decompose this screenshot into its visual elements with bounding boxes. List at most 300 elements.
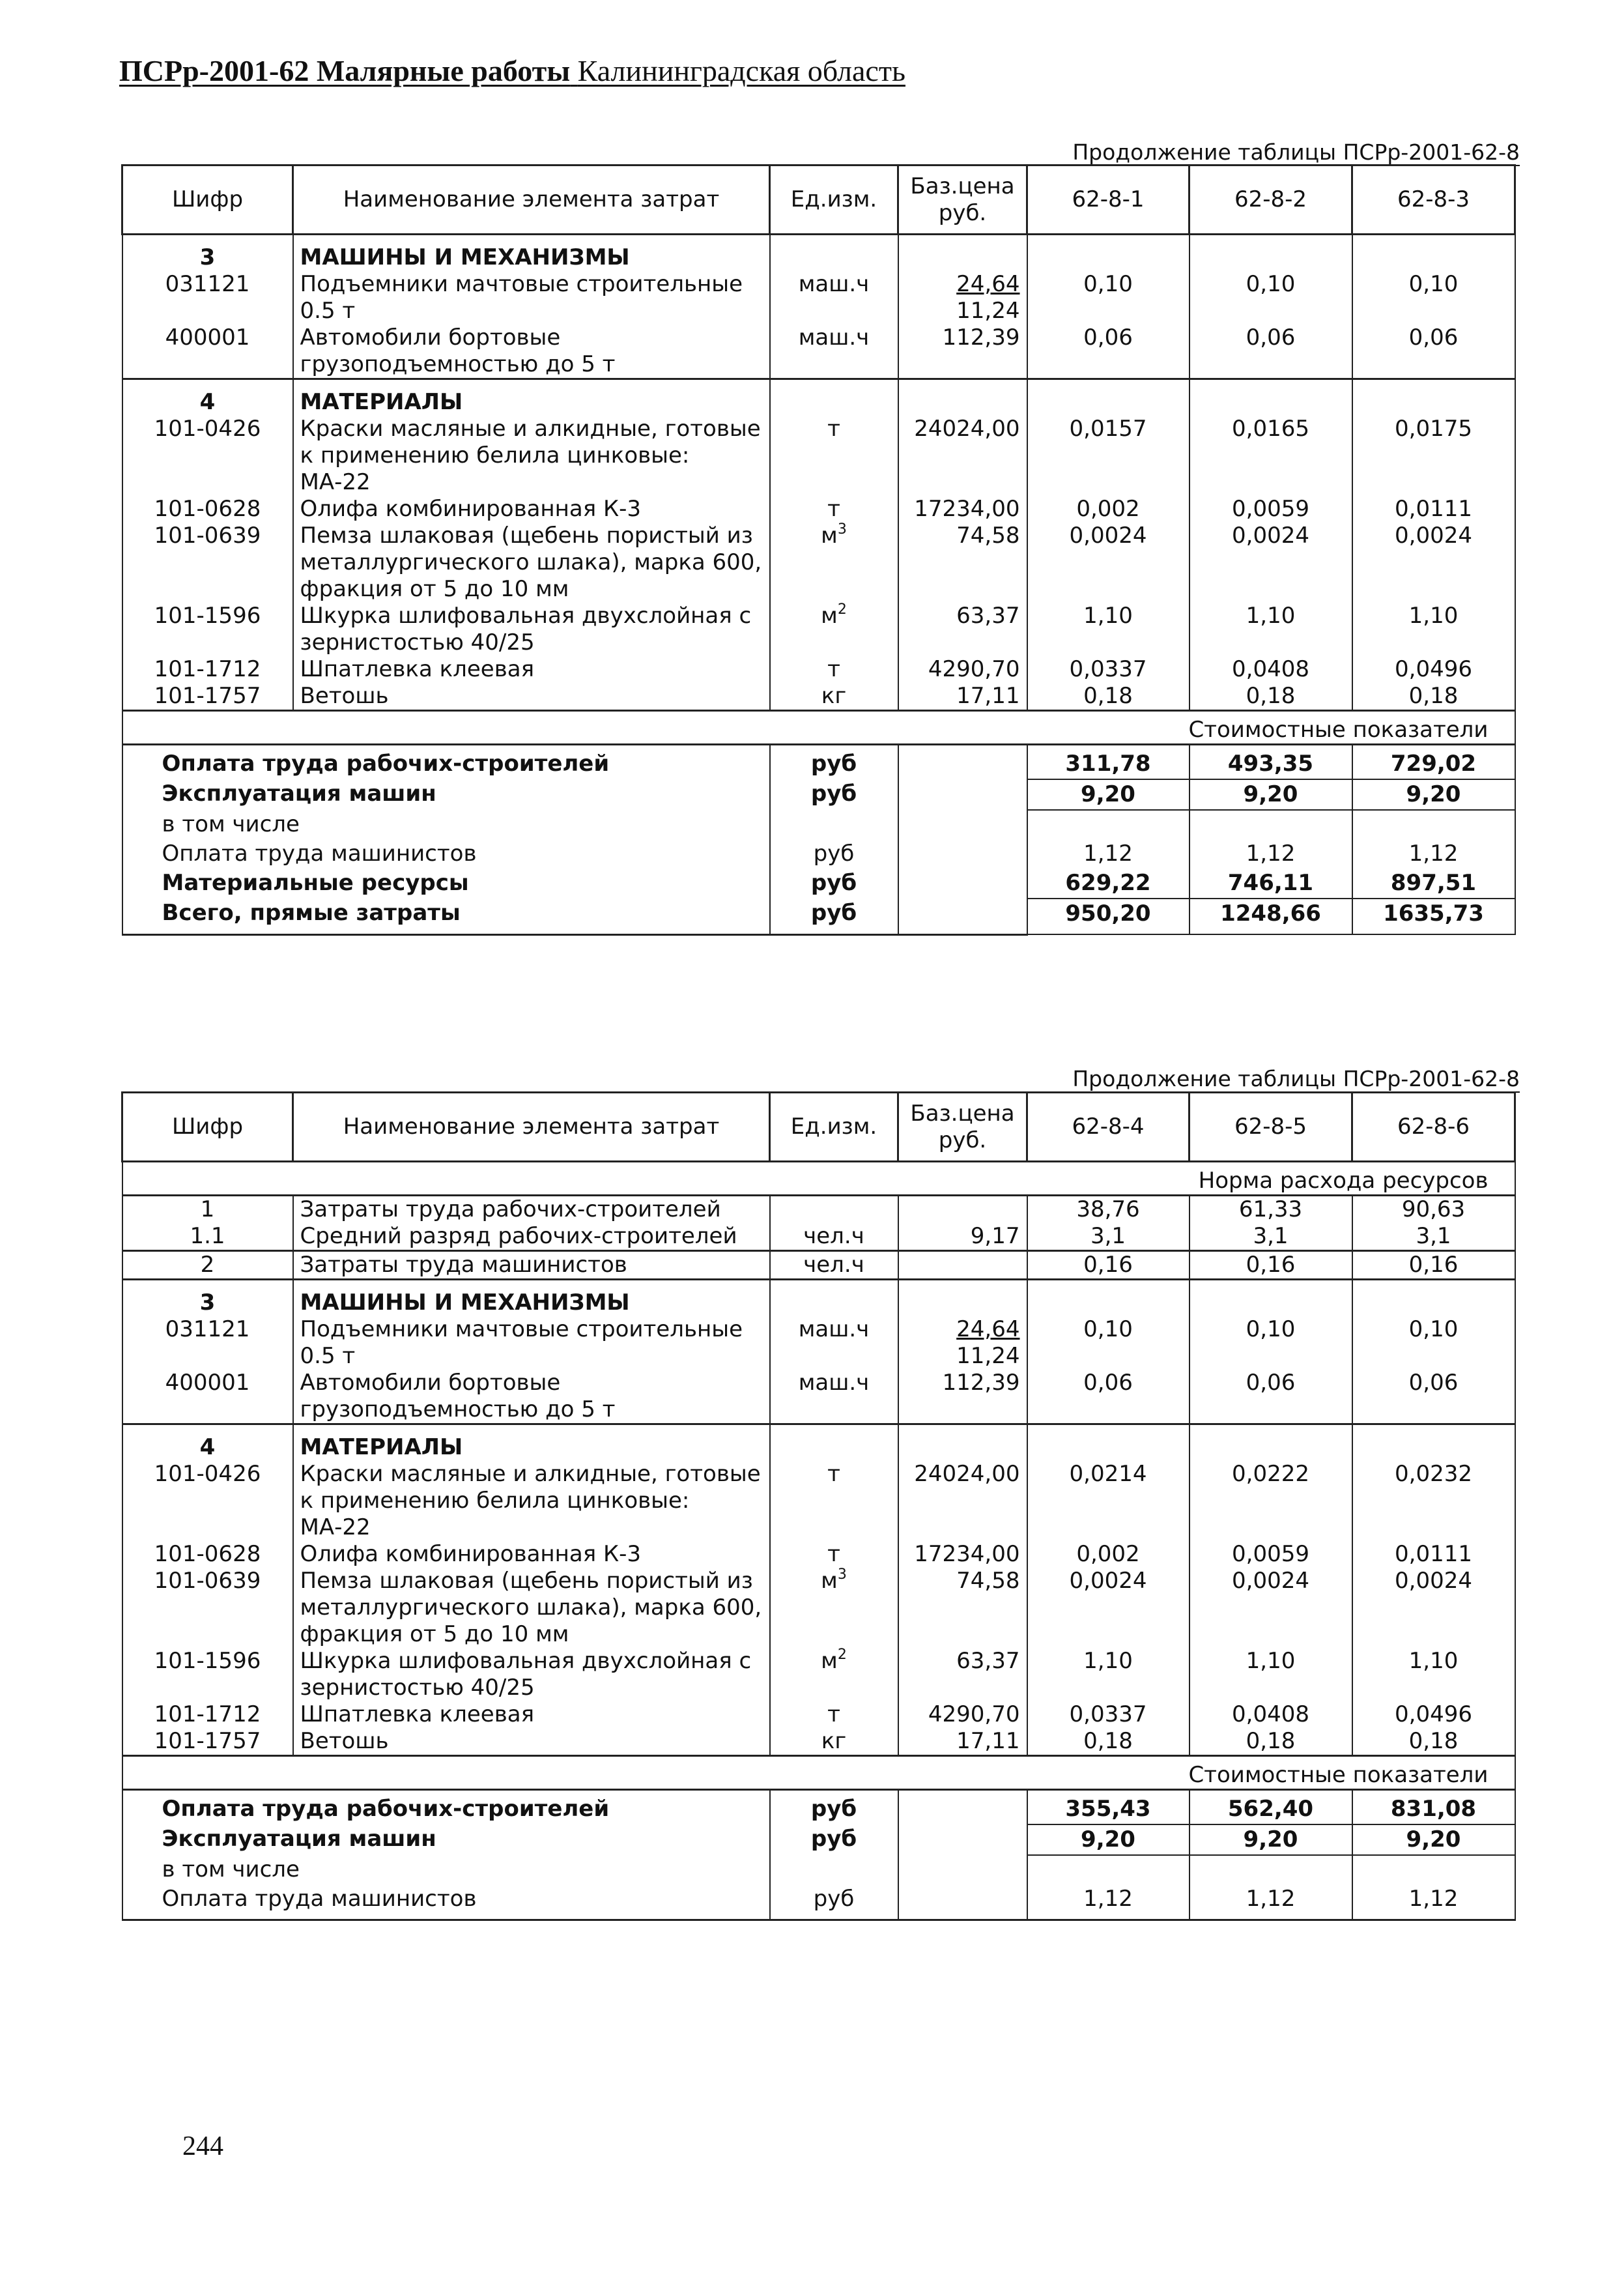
section-row: [122, 1280, 1515, 1317]
cipher-cell: 1.1: [122, 1223, 293, 1251]
cost-band-label: Стоимостные показатели: [122, 1756, 1515, 1790]
empty-cell: [1190, 1280, 1352, 1317]
table2: [121, 1091, 1516, 1921]
value-cell: 0,06: [1352, 1370, 1515, 1424]
base-price-cell: 17,11: [898, 683, 1027, 711]
total-unit: руб: [770, 899, 898, 934]
section-row: [122, 379, 1515, 416]
cipher-cell: 400001: [122, 324, 293, 379]
empty-cell: [1352, 379, 1515, 416]
table-row: [122, 656, 1515, 683]
table-row: [122, 1728, 1515, 1756]
value-cell: 0,0111: [1352, 496, 1515, 523]
total-value: 746,11: [1190, 869, 1352, 899]
value-cell: 0,06: [1190, 324, 1352, 379]
base-price-cell: 17,11: [898, 1728, 1027, 1756]
cipher-cell: 101-1596: [122, 1648, 293, 1701]
value-cell: 0,0024: [1027, 523, 1190, 603]
cipher-cell: 2: [122, 1251, 293, 1280]
total-value: 1,12: [1027, 1884, 1190, 1920]
empty-cell: [898, 1424, 1027, 1462]
unit-text: маш.ч: [798, 1316, 870, 1342]
empty-cell: [898, 1855, 1027, 1884]
total-value: [1190, 1855, 1352, 1884]
table1-caption-text: Продолжение таблицы ПСРр-2001-62-8: [1072, 139, 1520, 165]
total-label: в том числе: [122, 1855, 770, 1884]
total-value: 1,12: [1352, 839, 1515, 869]
unit-text: т: [827, 1461, 840, 1487]
unit-cell: [770, 1196, 898, 1224]
cipher-cell: 101-0628: [122, 1541, 293, 1568]
total-row: [122, 899, 1515, 934]
col-cipher-header: Шифр: [122, 166, 293, 235]
table-row: [122, 416, 1515, 496]
unit-text: м: [821, 523, 838, 549]
value-cell: 1,10: [1190, 1648, 1352, 1701]
value-cell: 0,0232: [1352, 1461, 1515, 1541]
region-name: Калининградская область: [577, 54, 905, 87]
empty-cell: [770, 1280, 898, 1317]
empty-cell: [898, 1824, 1027, 1855]
table-row: [122, 1541, 1515, 1568]
total-unit: руб: [770, 869, 898, 899]
value-cell: 1,10: [1027, 603, 1190, 656]
total-value: 1,12: [1352, 1884, 1515, 1920]
total-unit: руб: [770, 839, 898, 869]
cipher-cell: 101-0628: [122, 496, 293, 523]
unit-exponent: 2: [837, 1648, 847, 1663]
col-base-price-header: Баз.цена руб.: [898, 1093, 1027, 1162]
value-cell: 0,18: [1352, 1728, 1515, 1756]
total-row: [122, 869, 1515, 899]
cipher-cell: 101-1712: [122, 656, 293, 683]
name-cell: Шкурка шлифовальная двухслойная с зернистостью 40/25: [293, 603, 770, 656]
total-value: 9,20: [1027, 779, 1190, 810]
unit-cell: [770, 603, 898, 656]
empty-cell: [1027, 235, 1190, 272]
unit-cell: [770, 324, 898, 379]
value-cell: 3,1: [1027, 1223, 1190, 1251]
empty-cell: [770, 235, 898, 272]
col-code-header: 62-8-6: [1352, 1093, 1515, 1162]
cost-band: [122, 1756, 1515, 1790]
total-value: 1,12: [1027, 839, 1190, 869]
total-label: Оплата труда машинистов: [122, 1884, 770, 1920]
empty-cell: [898, 1280, 1027, 1317]
col-cipher-header: Шифр: [122, 1093, 293, 1162]
empty-cell: [898, 235, 1027, 272]
unit-cell: [770, 1316, 898, 1370]
total-unit: руб: [770, 1790, 898, 1825]
total-value: 9,20: [1190, 779, 1352, 810]
col-code-header: 62-8-4: [1027, 1093, 1190, 1162]
unit-text: м: [821, 1648, 838, 1674]
section-title: МАШИНЫ И МЕХАНИЗМЫ: [293, 235, 770, 272]
value-cell: 0,0496: [1352, 656, 1515, 683]
value-cell: 0,0496: [1352, 1701, 1515, 1728]
section-title: МАТЕРИАЛЫ: [293, 379, 770, 416]
table-row: [122, 683, 1515, 711]
name-cell: Краски масляные и алкидные, готовые к применению белила цинковые: МА-22: [293, 416, 770, 496]
value-cell: 1,10: [1352, 1648, 1515, 1701]
total-label: Оплата труда рабочих-строителей: [122, 1790, 770, 1825]
empty-cell: [770, 379, 898, 416]
unit-cell: [770, 656, 898, 683]
unit-text: кг: [821, 1728, 847, 1754]
cipher-cell: 101-1596: [122, 603, 293, 656]
empty-cell: [898, 899, 1027, 934]
name-cell: Шпатлевка клеевая: [293, 1701, 770, 1728]
total-value: 897,51: [1352, 869, 1515, 899]
cipher-cell: 031121: [122, 271, 293, 324]
cipher-cell: 101-0426: [122, 416, 293, 496]
total-label: Эксплуатация машин: [122, 1824, 770, 1855]
value-cell: 0,0111: [1352, 1541, 1515, 1568]
unit-cell: [770, 1701, 898, 1728]
name-cell: Олифа комбинированная К-3: [293, 496, 770, 523]
value-cell: 0,16: [1352, 1251, 1515, 1280]
total-unit: [770, 810, 898, 839]
cipher-cell: 101-1712: [122, 1701, 293, 1728]
norm-band-label: Норма расхода ресурсов: [122, 1162, 1515, 1196]
unit-cell: [770, 1541, 898, 1568]
table-row: [122, 523, 1515, 603]
total-value: 355,43: [1027, 1790, 1190, 1825]
base-price-cell: 4290,70: [898, 656, 1027, 683]
total-label: Оплата труда машинистов: [122, 839, 770, 869]
name-cell: Ветошь: [293, 683, 770, 711]
cipher-cell: 101-0639: [122, 523, 293, 603]
empty-cell: [898, 745, 1027, 780]
value-cell: 0,10: [1352, 1316, 1515, 1370]
section-number: 3: [122, 235, 293, 272]
value-cell: 0,0024: [1352, 523, 1515, 603]
empty-cell: [898, 1884, 1027, 1920]
name-cell: Пемза шлаковая (щебень пористый из металлургического шлака), марка 600, фракция от 5 до 10 мм: [293, 1568, 770, 1648]
table-row: [122, 1196, 1515, 1224]
unit-text: т: [827, 1701, 840, 1727]
unit-cell: [770, 1728, 898, 1756]
total-value: 9,20: [1352, 1824, 1515, 1855]
value-cell: 0,002: [1027, 1541, 1190, 1568]
value-cell: 0,0214: [1027, 1461, 1190, 1541]
value-cell: 0,18: [1027, 683, 1190, 711]
unit-cell: [770, 1251, 898, 1280]
table-row: [122, 324, 1515, 379]
total-unit: руб: [770, 1824, 898, 1855]
total-value: 9,20: [1027, 1824, 1190, 1855]
unit-cell: [770, 523, 898, 603]
total-row: [122, 1884, 1515, 1920]
base-price-cell: 9,17: [898, 1223, 1027, 1251]
value-cell: 0,06: [1352, 324, 1515, 379]
table-row: [122, 1568, 1515, 1648]
base-price-cell: 24024,00: [898, 416, 1027, 496]
name-cell: Затраты труда машинистов: [293, 1251, 770, 1280]
empty-cell: [1190, 235, 1352, 272]
base-price-cell: 17234,00: [898, 496, 1027, 523]
unit-cell: [770, 1568, 898, 1648]
name-cell: Подъемники мачтовые строительные 0.5 т: [293, 1316, 770, 1370]
total-label: Эксплуатация машин: [122, 779, 770, 810]
col-base-price-header: Баз.цена руб.: [898, 166, 1027, 235]
table1-caption: [1072, 139, 1520, 165]
total-value: 629,22: [1027, 869, 1190, 899]
col-name-header: Наименование элемента затрат: [293, 1093, 770, 1162]
value-cell: 0,0157: [1027, 416, 1190, 496]
base-price-cell: 17234,00: [898, 1541, 1027, 1568]
total-unit: [770, 1855, 898, 1884]
unit-cell: [770, 1461, 898, 1541]
value-cell: 0,0337: [1027, 1701, 1190, 1728]
name-cell: Олифа комбинированная К-3: [293, 1541, 770, 1568]
cipher-cell: 1: [122, 1196, 293, 1224]
value-cell: 0,10: [1190, 1316, 1352, 1370]
norm-band: [122, 1162, 1515, 1196]
empty-cell: [1027, 1280, 1190, 1317]
value-cell: 0,18: [1352, 683, 1515, 711]
unit-text: т: [827, 496, 840, 522]
value-cell: 0,10: [1027, 1316, 1190, 1370]
base-price-cell: 74,58: [898, 1568, 1027, 1648]
base-price-cell: 63,37: [898, 603, 1027, 656]
empty-cell: [1352, 235, 1515, 272]
value-cell: 61,33: [1190, 1196, 1352, 1224]
value-cell: 0,0408: [1190, 656, 1352, 683]
table-row: [122, 1461, 1515, 1541]
col-unit-header: Ед.изм.: [770, 166, 898, 235]
value-cell: 0,10: [1190, 271, 1352, 324]
base-price-cell: 24024,00: [898, 1461, 1027, 1541]
unit-text: т: [827, 1541, 840, 1567]
total-unit: руб: [770, 1884, 898, 1920]
total-row: [122, 1790, 1515, 1825]
base-price-top: 24,64: [956, 1316, 1020, 1342]
empty-cell: [898, 839, 1027, 869]
value-cell: 0,18: [1027, 1728, 1190, 1756]
value-cell: 0,0175: [1352, 416, 1515, 496]
unit-text: т: [827, 656, 840, 682]
value-cell: 0,0408: [1190, 1701, 1352, 1728]
name-cell: Краски масляные и алкидные, готовые к применению белила цинковые: МА-22: [293, 1461, 770, 1541]
page-header: [119, 53, 905, 88]
total-row: [122, 1855, 1515, 1884]
total-row: [122, 779, 1515, 810]
section-number: 3: [122, 1280, 293, 1317]
unit-text: маш.ч: [798, 324, 870, 351]
total-value: [1027, 810, 1190, 839]
unit-text: м: [821, 1568, 838, 1594]
unit-cell: [770, 683, 898, 711]
value-cell: 3,1: [1352, 1223, 1515, 1251]
table1: [121, 164, 1516, 936]
table-row: [122, 496, 1515, 523]
name-cell: Затраты труда рабочих-строителей: [293, 1196, 770, 1224]
total-unit: руб: [770, 779, 898, 810]
total-value: 562,40: [1190, 1790, 1352, 1825]
section-row: [122, 1424, 1515, 1462]
total-value: 1,12: [1190, 839, 1352, 869]
value-cell: 0,0024: [1190, 523, 1352, 603]
col-code-header: 62-8-3: [1352, 166, 1515, 235]
section-number: 4: [122, 1424, 293, 1462]
empty-cell: [898, 810, 1027, 839]
empty-cell: [1190, 379, 1352, 416]
cipher-cell: 031121: [122, 1316, 293, 1370]
base-price-cell: [898, 1251, 1027, 1280]
name-cell: Автомобили бортовые грузоподъемностью до 5 т: [293, 324, 770, 379]
unit-cell: [770, 416, 898, 496]
unit-text: кг: [821, 683, 847, 709]
empty-cell: [898, 1790, 1027, 1825]
table1-body: [122, 235, 1515, 935]
collection-code: ПСРр-2001-62 Малярные работы: [119, 54, 571, 87]
base-price-cell: 4290,70: [898, 1701, 1027, 1728]
value-cell: 0,18: [1190, 683, 1352, 711]
total-value: [1352, 810, 1515, 839]
unit-cell: [770, 271, 898, 324]
unit-exponent: 2: [837, 603, 847, 618]
total-value: [1027, 1855, 1190, 1884]
total-unit: руб: [770, 745, 898, 780]
value-cell: 0,10: [1027, 271, 1190, 324]
total-value: [1352, 1855, 1515, 1884]
unit-text: маш.ч: [798, 1370, 870, 1396]
value-cell: 0,0024: [1190, 1568, 1352, 1648]
name-cell: Ветошь: [293, 1728, 770, 1756]
total-value: [1190, 810, 1352, 839]
empty-cell: [1027, 1424, 1190, 1462]
table-row: [122, 1370, 1515, 1424]
unit-text: чел.ч: [803, 1252, 864, 1278]
value-cell: 0,06: [1190, 1370, 1352, 1424]
value-cell: 1,10: [1027, 1648, 1190, 1701]
col-unit-header: Ед.изм.: [770, 1093, 898, 1162]
name-cell: Автомобили бортовые грузоподъемностью до 5 т: [293, 1370, 770, 1424]
unit-text: маш.ч: [798, 271, 870, 297]
cipher-cell: 101-1757: [122, 683, 293, 711]
unit-cell: [770, 1223, 898, 1251]
total-value: 9,20: [1190, 1824, 1352, 1855]
cipher-cell: 400001: [122, 1370, 293, 1424]
name-cell: Средний разряд рабочих-строителей: [293, 1223, 770, 1251]
value-cell: 0,0024: [1027, 1568, 1190, 1648]
unit-exponent: 3: [837, 1568, 847, 1583]
value-cell: 90,63: [1352, 1196, 1515, 1224]
value-cell: 0,06: [1027, 324, 1190, 379]
value-cell: 0,0059: [1190, 496, 1352, 523]
empty-cell: [1352, 1280, 1515, 1317]
cipher-cell: 101-1757: [122, 1728, 293, 1756]
section-title: МАШИНЫ И МЕХАНИЗМЫ: [293, 1280, 770, 1317]
name-cell: Пемза шлаковая (щебень пористый из металлургического шлака), марка 600, фракция от 5 до 10 мм: [293, 523, 770, 603]
table-row: [122, 1701, 1515, 1728]
unit-cell: [770, 1370, 898, 1424]
unit-text: м: [821, 603, 838, 629]
base-price-cell: [898, 1196, 1027, 1224]
value-cell: 0,0059: [1190, 1541, 1352, 1568]
unit-cell: [770, 1648, 898, 1701]
table-row: [122, 1648, 1515, 1701]
value-cell: 0,0165: [1190, 416, 1352, 496]
base-price-cell: 112,39: [898, 1370, 1027, 1424]
value-cell: 1,10: [1352, 603, 1515, 656]
total-label: Материальные ресурсы: [122, 869, 770, 899]
total-label: Оплата труда рабочих-строителей: [122, 745, 770, 780]
table-row: [122, 1223, 1515, 1251]
value-cell: 0,18: [1190, 1728, 1352, 1756]
col-name-header: Наименование элемента затрат: [293, 166, 770, 235]
total-value: 1248,66: [1190, 899, 1352, 934]
total-value: 311,78: [1027, 745, 1190, 780]
value-cell: 0,16: [1190, 1251, 1352, 1280]
empty-cell: [898, 869, 1027, 899]
col-code-header: 62-8-2: [1190, 166, 1352, 235]
name-cell: Шкурка шлифовальная двухслойная с зернистостью 40/25: [293, 1648, 770, 1701]
cipher-cell: 101-0639: [122, 1568, 293, 1648]
total-value: 831,08: [1352, 1790, 1515, 1825]
unit-text: т: [827, 416, 840, 442]
base-price-cell: 112,39: [898, 324, 1027, 379]
table-row: [122, 603, 1515, 656]
base-price-bottom: 11,24: [956, 298, 1020, 324]
col-code-header: 62-8-1: [1027, 166, 1190, 235]
table2-caption: [1072, 1066, 1520, 1091]
total-value: 9,20: [1352, 779, 1515, 810]
empty-cell: [1352, 1424, 1515, 1462]
total-row: [122, 1824, 1515, 1855]
col-code-header: 62-8-5: [1190, 1093, 1352, 1162]
unit-cell: [770, 496, 898, 523]
unit-exponent: 3: [837, 523, 847, 538]
value-cell: 38,76: [1027, 1196, 1190, 1224]
total-label: в том числе: [122, 810, 770, 839]
value-cell: 0,002: [1027, 496, 1190, 523]
table-row: [122, 1316, 1515, 1370]
section-number: 4: [122, 379, 293, 416]
page-number: 244: [182, 2131, 223, 2161]
base-price-cell: [898, 271, 1027, 324]
total-value: 950,20: [1027, 899, 1190, 934]
total-value: 493,35: [1190, 745, 1352, 780]
value-cell: 0,10: [1352, 271, 1515, 324]
table-row: [122, 271, 1515, 324]
value-cell: 3,1: [1190, 1223, 1352, 1251]
total-value: 1,12: [1190, 1884, 1352, 1920]
value-cell: 1,10: [1190, 603, 1352, 656]
value-cell: 0,06: [1027, 1370, 1190, 1424]
value-cell: 0,0222: [1190, 1461, 1352, 1541]
empty-cell: [770, 1424, 898, 1462]
value-cell: 0,0337: [1027, 656, 1190, 683]
unit-text: чел.ч: [803, 1223, 864, 1249]
total-value: 729,02: [1352, 745, 1515, 780]
section-title: МАТЕРИАЛЫ: [293, 1424, 770, 1462]
cost-band: [122, 711, 1515, 745]
base-price-bottom: 11,24: [956, 1343, 1020, 1369]
empty-cell: [1027, 379, 1190, 416]
table2-body: [122, 1162, 1515, 1920]
empty-cell: [1190, 1424, 1352, 1462]
base-price-cell: [898, 1316, 1027, 1370]
total-row: [122, 745, 1515, 780]
base-price-top: 24,64: [956, 271, 1020, 297]
value-cell: 0,16: [1027, 1251, 1190, 1280]
name-cell: Шпатлевка клеевая: [293, 656, 770, 683]
total-row: [122, 810, 1515, 839]
total-label: Всего, прямые затраты: [122, 899, 770, 934]
total-value: 1635,73: [1352, 899, 1515, 934]
